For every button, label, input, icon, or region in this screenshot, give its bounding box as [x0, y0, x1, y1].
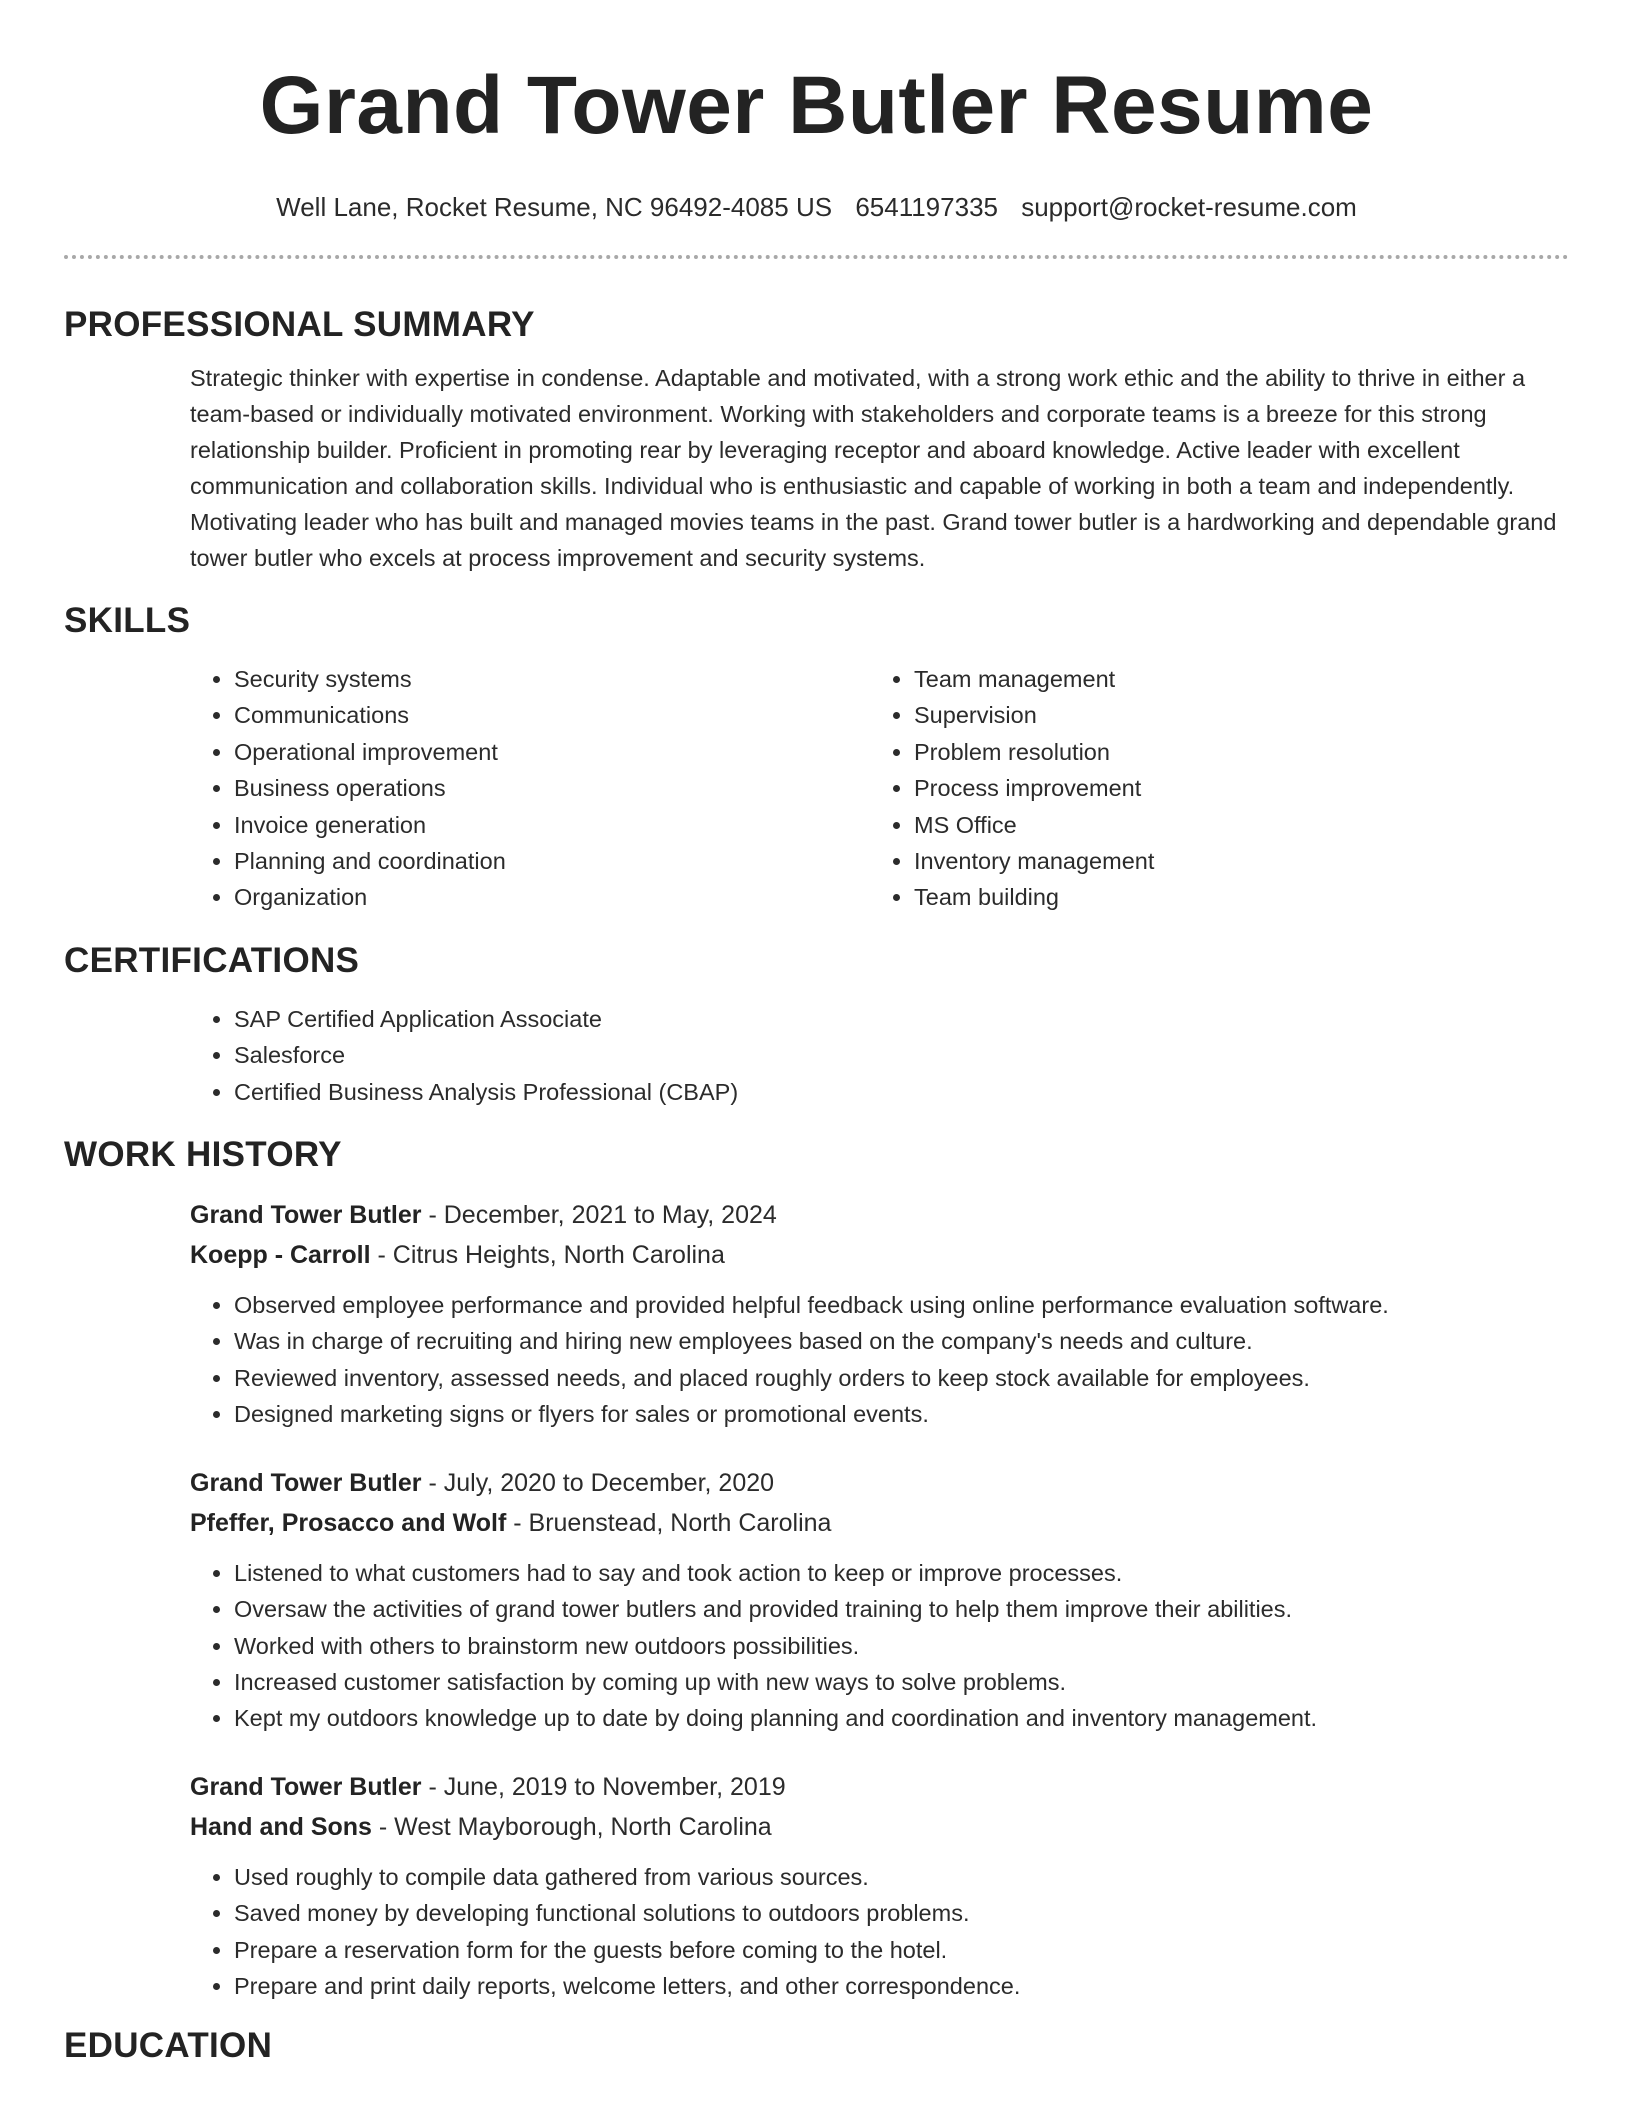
skill-item: • Operational improvement	[234, 734, 870, 770]
job-entry	[190, 1463, 1569, 1737]
job-duty: • Observed employee performance and provided helpful feedback using online performance evaluation software.	[234, 1287, 1569, 1323]
job-dates: - July, 2020 to December, 2020	[421, 1468, 775, 1497]
job-title-line	[190, 1463, 1569, 1503]
certifications-list	[190, 1001, 1569, 1110]
summary-text: Strategic thinker with expertise in condense. Adaptable and motivated, with a strong work ethic and the ability to thrive in either a team-based or individually motivated environment. Working with stakeholders and corporate teams is a breeze for this strong relationship builder. Proficient in promoting rear by leveraging receptor and aboard knowledge. Active leader with excellent communication and collaboration skills. Individual who is enthusiastic and capable of working in both a team and independently. Motivating leader who has built and managed movies teams in the past. Grand tower butler is a hardworking and dependable grand tower butler who excels at process improvement and security systems.	[190, 365, 1557, 571]
job-duties	[190, 1287, 1569, 1433]
job-entry	[190, 1195, 1569, 1433]
skills-list	[190, 661, 1569, 916]
job-duties	[190, 1859, 1569, 2005]
job-company: Koepp - Carroll	[190, 1241, 371, 1270]
skill-item: • Team management	[914, 661, 1550, 697]
skill-item: • MS Office	[914, 807, 1550, 843]
skills-column-right	[870, 661, 1550, 916]
contact-phone: 6541197335	[855, 192, 998, 222]
skill-item: • Communications	[234, 697, 870, 733]
job-company: Hand and Sons	[190, 1812, 372, 1841]
job-duty: • Kept my outdoors knowledge up to date by doing planning and coordination and inventory management.	[234, 1700, 1569, 1736]
skill-item: • Planning and coordination	[234, 843, 870, 879]
job-duty: • Prepare and print daily reports, welcome letters, and other correspondence.	[234, 1968, 1569, 2004]
job-duty: • Designed marketing signs or flyers for sales or promotional events.	[234, 1396, 1569, 1432]
skill-item: • Problem resolution	[914, 734, 1550, 770]
job-duties	[190, 1555, 1569, 1737]
job-location: - West Mayborough, North Carolina	[371, 1812, 772, 1841]
job-company-line	[190, 1807, 1569, 1847]
contact-address: Well Lane, Rocket Resume, NC 96492-4085 US	[276, 192, 833, 222]
education-heading: EDUCATION	[64, 2026, 273, 2066]
contact-line	[64, 192, 1569, 222]
job-duty: • Reviewed inventory, assessed needs, and placed roughly orders to keep stock available for employees.	[234, 1360, 1569, 1396]
resume-name: Grand Tower Butler Resume	[259, 60, 1374, 151]
certification-item: • Certified Business Analysis Professional (CBAP)	[234, 1074, 1569, 1110]
skill-item: • Team building	[914, 879, 1550, 915]
job-duty: • Worked with others to brainstorm new outdoors possibilities.	[234, 1628, 1569, 1664]
header-divider	[64, 255, 1569, 259]
contact-email: support@rocket-resume.com	[1021, 192, 1357, 222]
certifications-heading: CERTIFICATIONS	[64, 940, 360, 980]
skill-item: • Invoice generation	[234, 807, 870, 843]
job-duty: • Oversaw the activities of grand tower butlers and provided training to help them improve their abilities.	[234, 1591, 1569, 1627]
job-dates: - June, 2019 to November, 2019	[421, 1772, 786, 1801]
skill-item: • Business operations	[234, 770, 870, 806]
job-company-line	[190, 1235, 1569, 1275]
job-dates: - December, 2021 to May, 2024	[421, 1201, 777, 1230]
job-role: Grand Tower Butler	[190, 1772, 422, 1801]
skills-heading: SKILLS	[64, 601, 191, 640]
skill-item: • Process improvement	[914, 770, 1550, 806]
job-company-line	[190, 1503, 1569, 1543]
job-duty: • Was in charge of recruiting and hiring new employees based on the company's needs and culture.	[234, 1323, 1569, 1359]
certification-item: • SAP Certified Application Associate	[234, 1001, 1569, 1037]
job-entry	[190, 1767, 1569, 2005]
skill-item: • Security systems	[234, 661, 870, 697]
job-role: Grand Tower Butler	[190, 1468, 422, 1497]
skills-column-left	[190, 661, 870, 916]
job-duty: • Saved money by developing functional solutions to outdoors problems.	[234, 1895, 1569, 1931]
job-duty: • Increased customer satisfaction by coming up with new ways to solve problems.	[234, 1664, 1569, 1700]
job-company: Pfeffer, Prosacco and Wolf	[190, 1508, 507, 1537]
job-title-line	[190, 1767, 1569, 1807]
job-role: Grand Tower Butler	[190, 1201, 422, 1230]
skill-item: • Inventory management	[914, 843, 1550, 879]
job-location: - Bruenstead, North Carolina	[506, 1508, 832, 1537]
job-duty: • Used roughly to compile data gathered from various sources.	[234, 1859, 1569, 1895]
resume-page	[64, 0, 1569, 2066]
work-history-heading: WORK HISTORY	[64, 1135, 342, 1175]
skill-item: • Organization	[234, 879, 870, 915]
job-location: - Citrus Heights, North Carolina	[370, 1241, 725, 1270]
job-duty: • Prepare a reservation form for the guests before coming to the hotel.	[234, 1932, 1569, 1968]
certification-item: • Salesforce	[234, 1037, 1569, 1073]
skill-item: • Supervision	[914, 697, 1550, 733]
job-title-line	[190, 1195, 1569, 1235]
summary-heading: PROFESSIONAL SUMMARY	[64, 305, 535, 344]
job-duty: • Listened to what customers had to say and took action to keep or improve processes.	[234, 1555, 1569, 1591]
